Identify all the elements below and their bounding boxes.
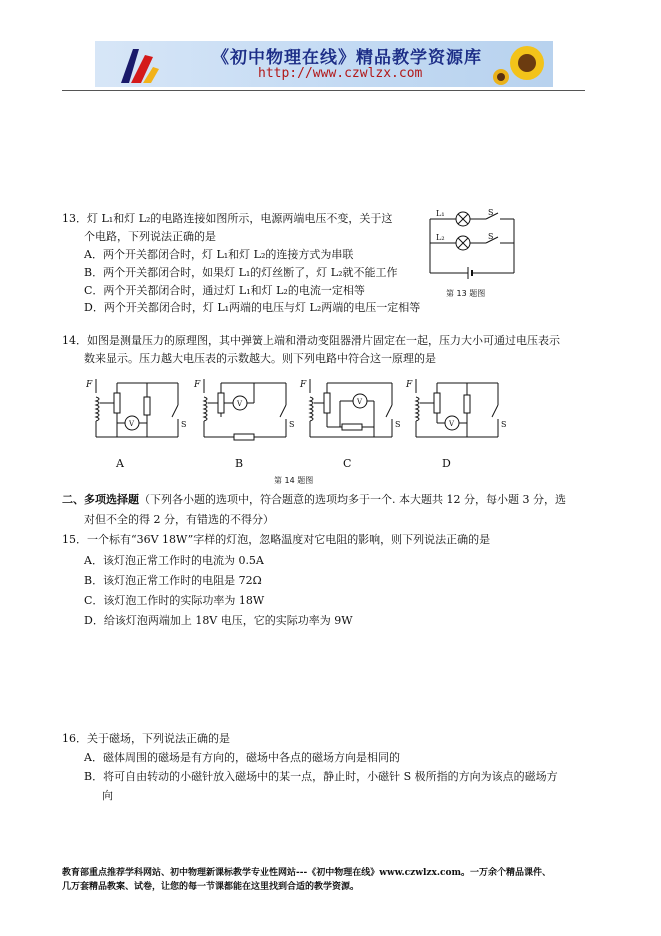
q14-stem-cont: 数来显示。压力越大电压表的示数越大。则下列电路中符合这一原理的是 — [84, 352, 436, 365]
q13-option-b: B．两个开关都闭合时，如果灯 L₁的灯丝断了，灯 L₂就不能工作 — [84, 266, 398, 279]
section2-rule-cont: 对但不全的得 2 分，有错选的不得分） — [84, 513, 274, 526]
q13-option-d: D．两个开关都闭合时，灯 L₁两端的电压与灯 L₂两端的电压一定相等 — [84, 301, 421, 314]
q13-s2-label: S — [488, 232, 494, 241]
section2-heading-line — [62, 490, 566, 510]
footer-line-1: 教育部重点推荐学科网站、初中物理新课标教学专业性网站---《初中物理在线》www.czwlzx.com。一万余个精品课件、 — [62, 868, 552, 878]
section2-rule: （下列各小题的选项中，符合题意的选项均多于一个. 本大题共 12 分，每小题 3 分，选 — [139, 493, 566, 506]
q14-label-d: D — [442, 457, 451, 470]
q14-figure-caption: 第 14 题图 — [274, 476, 314, 485]
q14-d-force-label: F — [406, 380, 413, 390]
q15-option-d: D．给该灯泡两端加上 18V 电压，它的实际功率为 9W — [84, 614, 353, 627]
q13-circuit-diagram — [426, 207, 518, 283]
q15-option-c: C．该灯泡工作时的实际功率为 18W — [84, 594, 265, 607]
q15-option-b: B．该灯泡正常工作时的电阻是 72Ω — [84, 574, 262, 587]
sunflower-icon — [493, 41, 553, 87]
q13-stem: 13．灯 L₁和灯 L₂的电路连接如图所示，电源两端电压不变，关于这 — [62, 212, 393, 225]
section2-heading: 二、多项选择题 — [62, 493, 139, 506]
q14-a-meter-label: V — [129, 420, 135, 428]
q14-c-switch-label: S — [395, 420, 401, 429]
q14-a-force-label: F — [86, 380, 93, 390]
q14-label-a: A — [116, 457, 124, 470]
q16-stem: 16．关于磁场，下列说法正确的是 — [62, 732, 230, 745]
q14-a-switch-label: S — [181, 420, 187, 429]
banner-title: 《初中物理在线》精品教学资源库 — [212, 48, 482, 68]
q13-stem-cont: 个电路，下列说法正确的是 — [84, 230, 216, 243]
q14-circuit-diagrams — [86, 375, 506, 449]
q14-d-switch-label: S — [501, 420, 506, 429]
q13-figure-caption: 第 13 题图 — [446, 289, 486, 298]
q13-option-a: A．两个开关都闭合时，灯 L₁和灯 L₂的连接方式为串联 — [84, 248, 354, 261]
footer-line-2: 几万套精品教案、试卷，让您的每一节课都能在这里找到合适的教学资源。 — [62, 882, 360, 892]
q14-b-switch-label: S — [289, 420, 295, 429]
q13-s1-label: S — [488, 208, 494, 217]
q13-option-c: C．两个开关都闭合时，通过灯 L₁和灯 L₂的电流一定相等 — [84, 284, 365, 297]
q13-l1-label: L₁ — [436, 209, 445, 218]
q14-circuit-a — [86, 379, 186, 437]
q13-l2-label: L₂ — [436, 233, 445, 242]
banner-url[interactable]: http://www.czwlzx.com — [258, 66, 423, 81]
q14-circuit-d — [405, 379, 506, 437]
q14-c-meter-label: V — [357, 398, 363, 406]
q16-option-b: B．将可自由转动的小磁针放入磁场中的某一点，静止时，小磁针 S 极所指的方向为该点的磁场方 — [84, 770, 558, 783]
q14-c-force-label: F — [300, 380, 307, 390]
q14-circuit-c — [299, 379, 400, 437]
q14-circuit-b — [193, 379, 294, 440]
q16-option-b-cont: 向 — [102, 789, 113, 802]
q15-option-a: A．该灯泡正常工作时的电流为 0.5A — [84, 554, 264, 567]
header-banner — [95, 41, 553, 87]
q16-option-a: A．磁体周围的磁场是有方向的，磁场中各点的磁场方向是相同的 — [84, 751, 400, 764]
q14-label-b: B — [235, 457, 244, 470]
q14-stem: 14．如图是测量压力的原理图，其中弹簧上端和滑动变阻器滑片固定在一起，压力大小可通过电压表示 — [62, 334, 560, 347]
header-divider — [62, 90, 585, 91]
site-logo-icon — [117, 43, 161, 85]
q14-b-force-label: F — [194, 380, 201, 390]
q14-d-meter-label: V — [449, 420, 455, 428]
q14-b-meter-label: V — [237, 400, 243, 408]
q14-label-c: C — [343, 457, 352, 470]
q15-stem: 15．一个标有“36V 18W”字样的灯泡，忽略温度对它电阻的影响，则下列说法正确的是 — [62, 533, 491, 546]
